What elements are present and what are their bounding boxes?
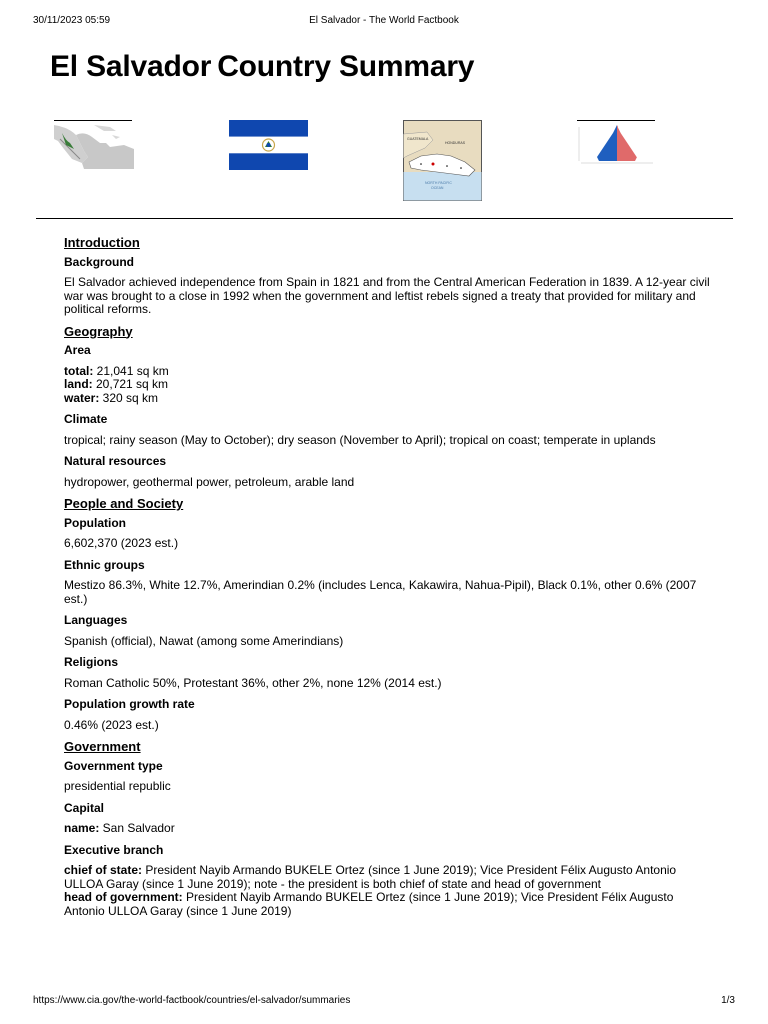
flag-image[interactable] (229, 120, 308, 170)
field-label-climate: Climate (64, 412, 108, 426)
locator-map-image[interactable] (54, 119, 134, 169)
map-label-ocean1: NORTH PACIFIC (425, 181, 452, 185)
print-url: https://www.cia.gov/the-world-factbook/countries/el-salvador/summaries (33, 995, 351, 1006)
field-text-climate: tropical; rainy season (May to October); dry season (November to April); tropical on coast; temperate in uplands (64, 432, 656, 447)
print-date: 30/11/2023 05:59 (33, 15, 111, 26)
field-label-religions: Religions (64, 655, 119, 669)
field-label-ethnic-groups: Ethnic groups (64, 557, 145, 572)
area-water-key: water: (64, 390, 100, 405)
head-of-government-key: head of government: (64, 890, 183, 904)
field-text-area (64, 365, 714, 406)
field-label-area: Area (64, 343, 91, 357)
capital-name-value: San Salvador (99, 821, 175, 835)
summary-content (64, 236, 714, 926)
section-heading-geography: Geography (64, 323, 133, 339)
header-divider (36, 218, 733, 219)
map-label-ocean2: OCEAN (431, 186, 444, 190)
capital-name-key: name: (64, 821, 100, 835)
field-label-executive-branch: Executive branch (64, 842, 164, 857)
section-heading-introduction: Introduction (64, 235, 140, 250)
field-text-capital (64, 822, 714, 836)
area-land-key: land: (64, 377, 93, 391)
field-text-religions: Roman Catholic 50%, Protestant 36%, other 2%, none 12% (2014 est.) (64, 675, 442, 690)
field-text-natural-resources: hydropower, geothermal power, petroleum, arable land (64, 474, 355, 489)
head-of-government-value: President Nayib Armando BUKELE Ortez (since 1 June 2019); Vice President Félix Augusto Antonio ULLOA Garay (since 1 June 2019) (64, 890, 674, 918)
area-total-value: 21,041 sq km (93, 363, 169, 378)
field-label-capital: Capital (64, 800, 105, 815)
field-label-natural-resources: Natural resources (64, 454, 167, 468)
field-text-ethnic-groups: Mestizo 86.3%, White 12.7%, Amerindian 0.2% (includes Lenca, Kakawira, Nahua-Pipil), Black 0.1%, other 0.6% (2007 est.) (64, 578, 697, 606)
section-heading-people-and-society: People and Society (64, 496, 184, 511)
field-label-population-growth-rate: Population growth rate (64, 697, 195, 711)
field-label-languages: Languages (64, 613, 128, 627)
section-heading-government: Government (64, 739, 141, 754)
chief-of-state-value: President Nayib Armando BUKELE Ortez (since 1 June 2019); Vice President Félix Augusto Antonio ULLOA Garay (since 1 June 2019); note - the president is both chief of state and head of government (64, 863, 677, 891)
area-total-key: total: (64, 363, 94, 378)
field-text-languages: Spanish (official), Nawat (among some Amerindians) (64, 633, 344, 648)
country-map-image[interactable] (403, 120, 482, 201)
print-page-title: El Salvador - The World Factbook (309, 15, 459, 26)
print-page-number: 1/3 (721, 995, 735, 1006)
area-water-value: 320 sq km (99, 390, 159, 405)
field-label-government-type: Government type (64, 758, 163, 773)
field-text-population: 6,602,370 (2023 est.) (64, 536, 179, 550)
title-suffix: Country Summary (217, 50, 475, 83)
area-land-value: 20,721 sq km (92, 377, 169, 391)
field-text-government-type: presidential republic (64, 779, 171, 793)
field-label-population: Population (64, 515, 126, 530)
country-name: El Salvador (50, 50, 212, 83)
map-label-guatemala: GUATEMALA (407, 137, 429, 141)
field-text-background: El Salvador achieved independence from Spain in 1821 and from the Central American Federation in 1839. A 12-year civil war was brought to a close in 1992 when the government and leftist rebels signed a treaty that provided for military and political reforms. (64, 275, 710, 316)
population-pyramid-image[interactable] (577, 119, 657, 169)
map-label-honduras: HONDURAS (445, 141, 466, 145)
field-text-executive-branch (64, 864, 714, 918)
field-label-background: Background (64, 254, 135, 269)
page-title (50, 50, 474, 84)
chief-of-state-key: chief of state: (64, 863, 143, 877)
field-text-population-growth-rate: 0.46% (2023 est.) (64, 717, 159, 732)
